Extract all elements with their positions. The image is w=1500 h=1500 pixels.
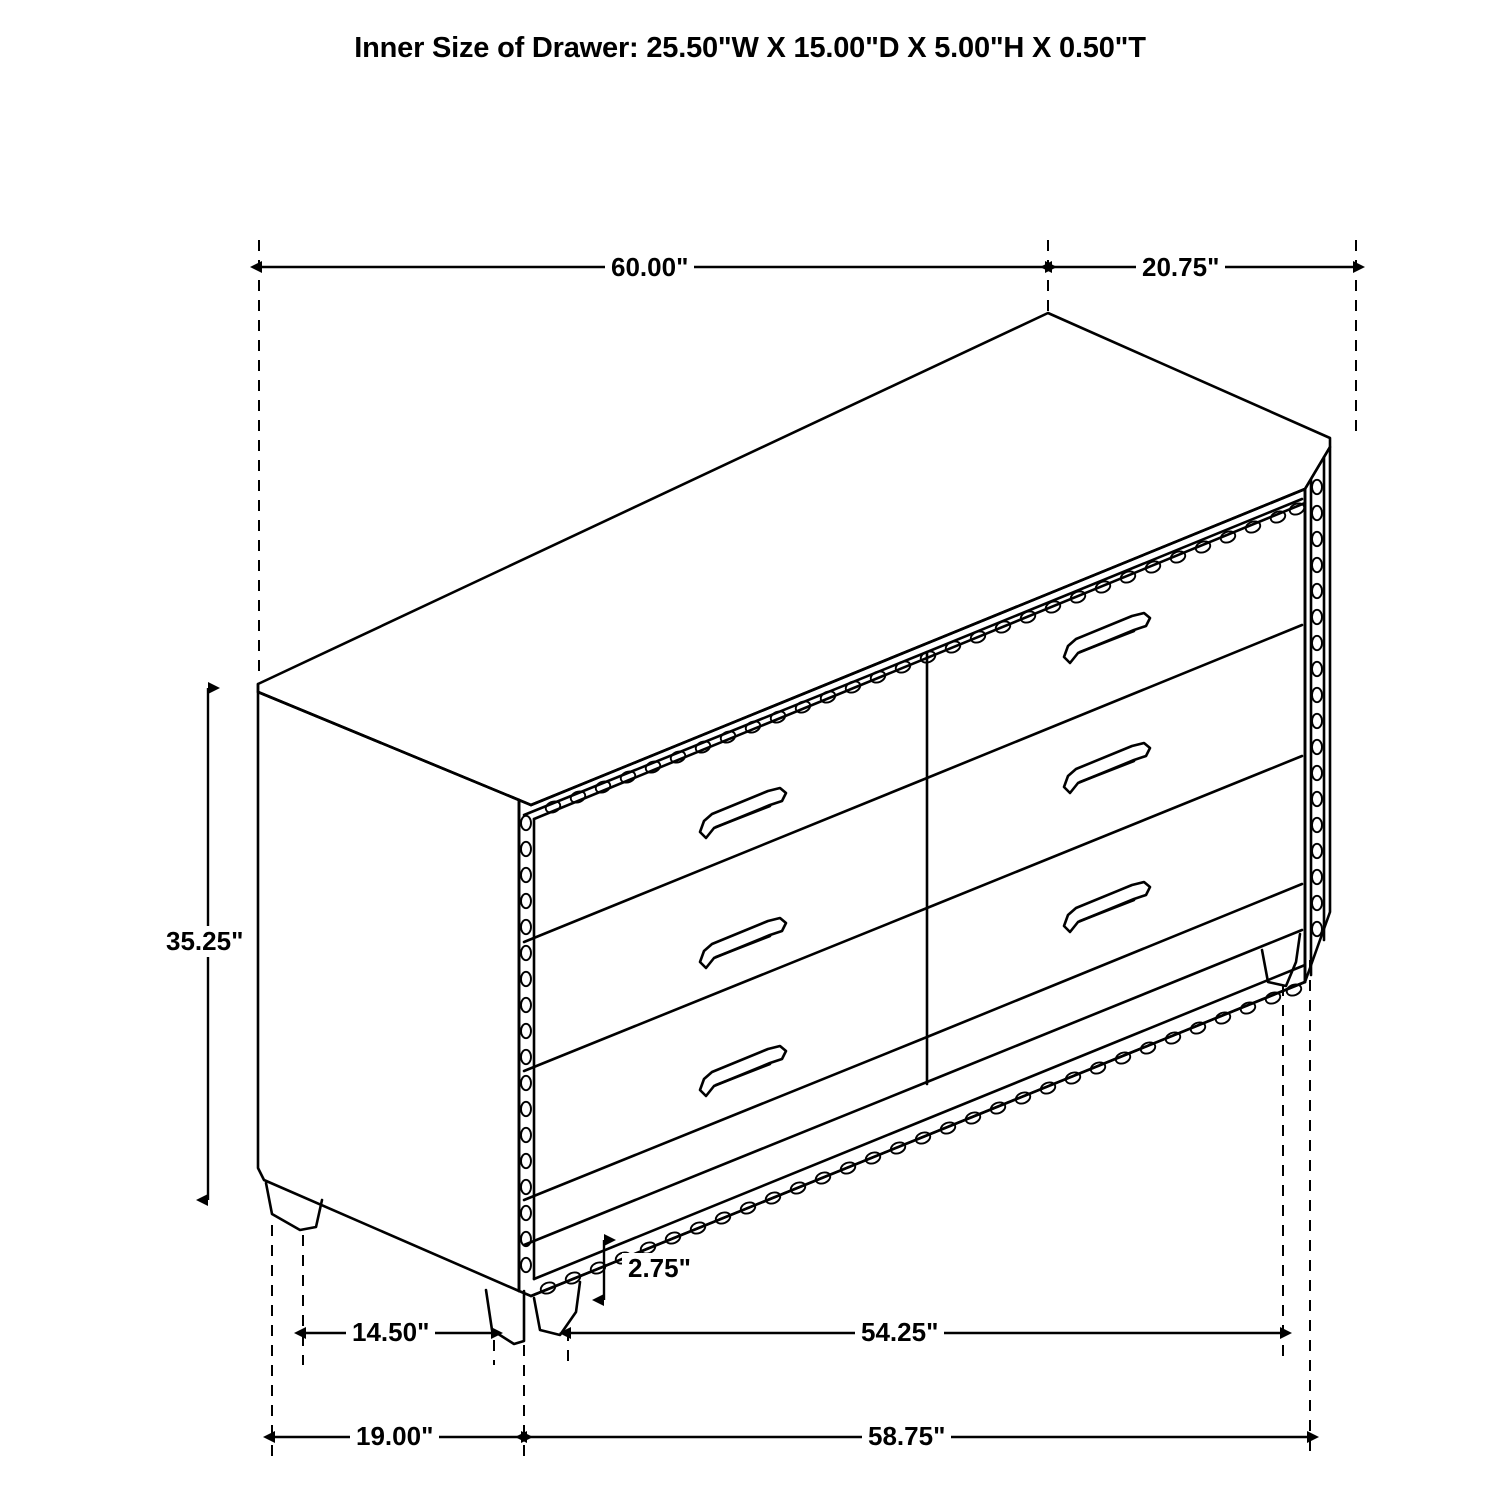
- dim-label-bottom-rail: 2.75": [622, 1253, 697, 1284]
- dim-label-leg-to-leg: 14.50": [346, 1317, 435, 1348]
- dim-label-overall-height: 35.25": [160, 926, 249, 957]
- dim-label-case-length: 54.25": [855, 1317, 944, 1348]
- dim-label-top-depth: 20.75": [1136, 252, 1225, 283]
- page-title: Inner Size of Drawer: 25.50"W X 15.00"D X 5.00"H X 0.50"T: [354, 32, 1146, 64]
- dimension-arrows: [208, 267, 1353, 1437]
- dim-label-top-width: 60.00": [605, 252, 694, 283]
- dim-label-side-depth: 19.00": [350, 1421, 439, 1452]
- extension-lines: [259, 240, 1356, 1460]
- dim-label-overall-width: 58.75": [862, 1421, 951, 1452]
